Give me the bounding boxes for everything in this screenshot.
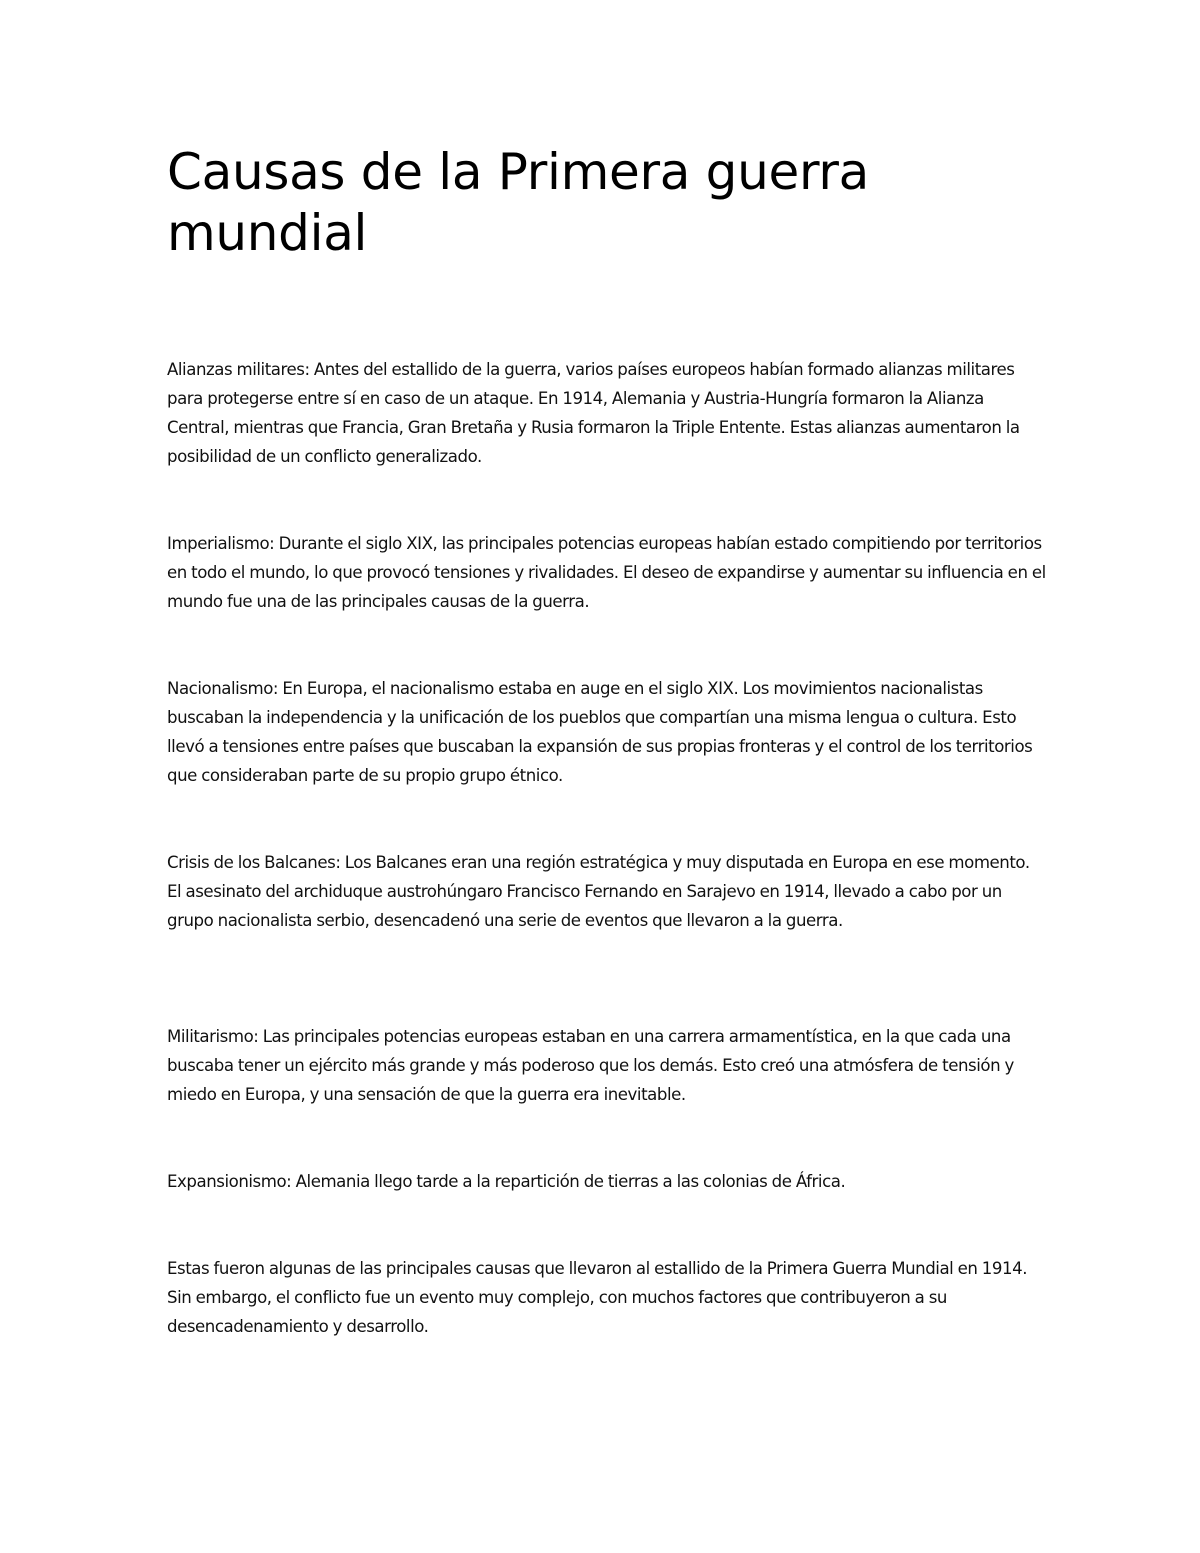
paragraph-crisis-balcanes: Crisis de los Balcanes: Los Balcanes eran una región estratégica y muy disputada en Europa en ese momento. El asesinato del archiduque austrohúngaro Francisco Fernando en Sarajevo en 1914, llevado a cabo por un grupo nacionalista serbio, desencadenó una serie de eventos que llevaron a la guerra.	[167, 853, 1030, 930]
paragraph-imperialismo: Imperialismo: Durante el siglo XIX, las principales potencias europeas habían estado compitiendo por territorios en todo el mundo, lo que provocó tensiones y rivalidades. El deseo de expandirse y aumentar su influencia en el mundo fue una de las principales causas de la guerra.	[167, 534, 1046, 611]
document-title: Causas de la Primera guerra mundial	[167, 143, 869, 262]
paragraph-expansionismo: Expansionismo: Alemania llego tarde a la repartición de tierras a las colonias de África.	[167, 1172, 846, 1191]
paragraph-nacionalismo: Nacionalismo: En Europa, el nacionalismo estaba en auge en el siglo XIX. Los movimientos nacionalistas buscaban la independencia y la unificación de los pueblos que compartían una misma lengua o cultura. Esto llevó a tensiones entre países que buscaban la expansión de sus propias fronteras y el control de los territorios que consideraban parte de su propio grupo étnico.	[167, 679, 1033, 785]
paragraph-militarismo: Militarismo: Las principales potencias europeas estaban en una carrera armamentística, en la que cada una buscaba tener un ejército más grande y más poderoso que los demás. Esto creó una atmósfera de tensión y miedo en Europa, y una sensación de que la guerra era inevitable.	[167, 1027, 1014, 1104]
paragraph-alianzas-militares: Alianzas militares: Antes del estallido de la guerra, varios países europeos habían formado alianzas militares para protegerse entre sí en caso de un ataque. En 1914, Alemania y Austria-Hungría formaron la Alianza Central, mientras que Francia, Gran Bretaña y Rusia formaron la Triple Entente. Estas alianzas aumentaron la posibilidad de un conflicto generalizado.	[167, 360, 1020, 466]
paragraph-conclusion: Estas fueron algunas de las principales causas que llevaron al estallido de la Primera Guerra Mundial en 1914. Sin embargo, el conflicto fue un evento muy complejo, con muchos factores que contribuyeron a su desencadenamiento y desarrollo.	[167, 1259, 1028, 1336]
